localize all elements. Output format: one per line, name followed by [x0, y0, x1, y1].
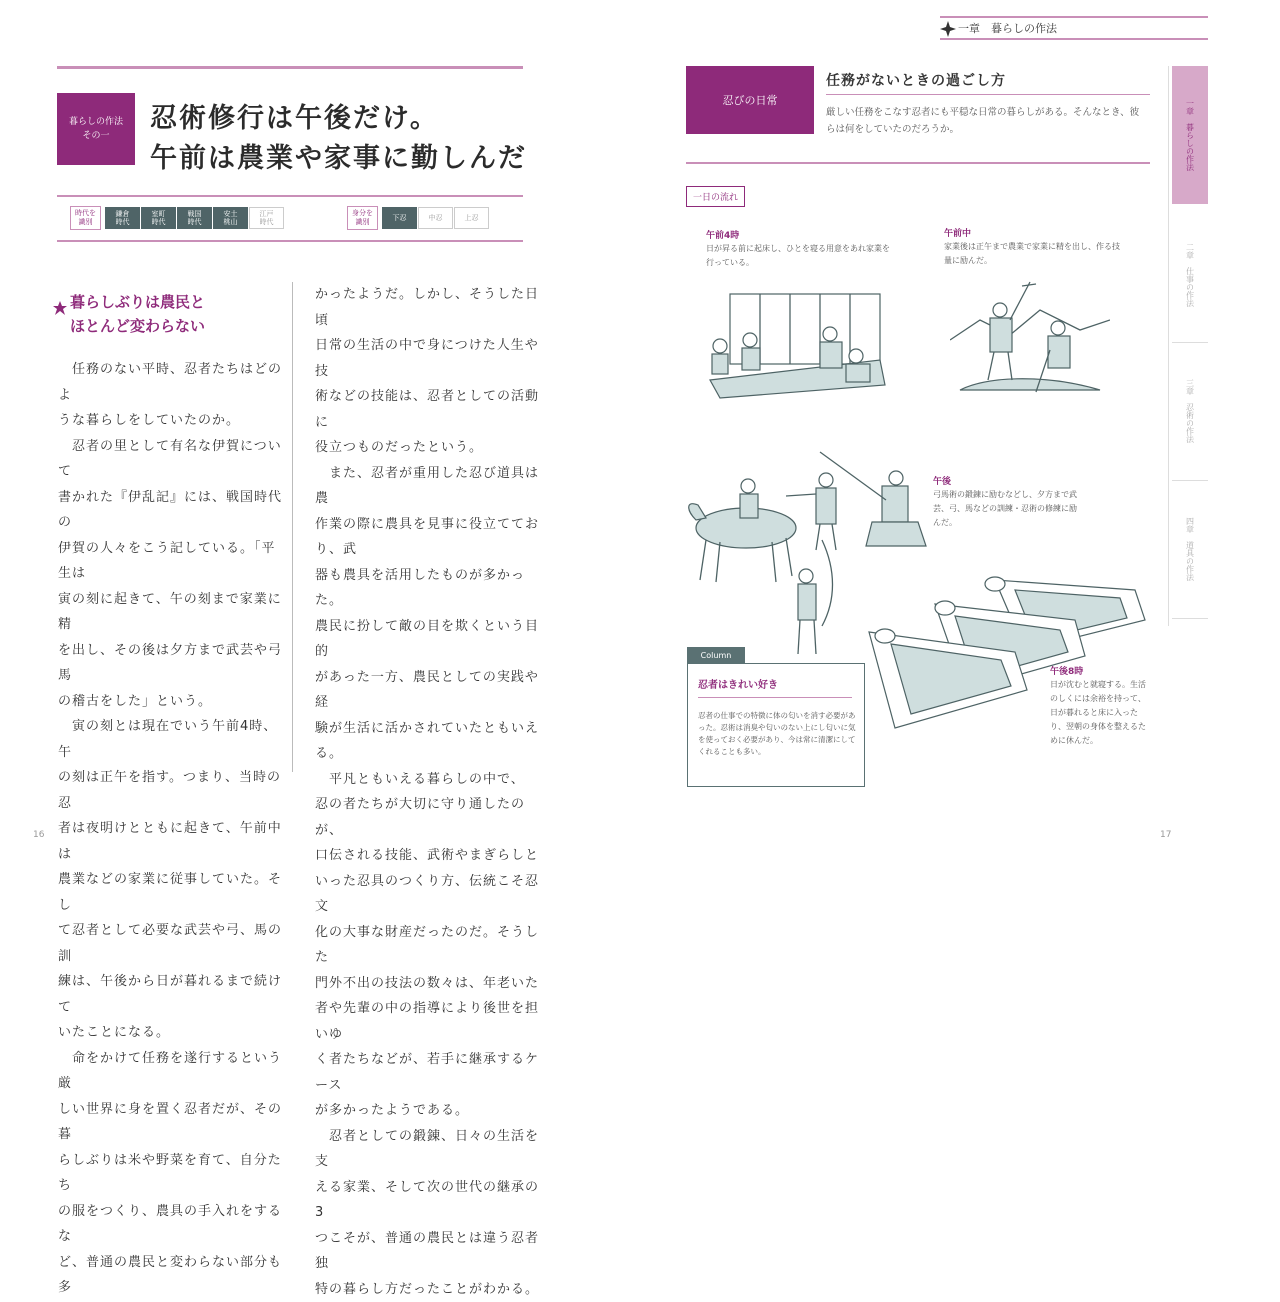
- caption-text: 弓馬術の鍛錬に励むなどし、夕方まで武芸、弓、馬などの訓練・忍術の修練に励んだ。: [933, 490, 1077, 527]
- page-number-left: 16: [33, 830, 45, 840]
- page-title-line1: 忍術修行は午後だけ。: [150, 103, 439, 134]
- section-bottom-rule: [686, 162, 1150, 164]
- rank-tag-label: 身分を 識別: [347, 206, 378, 230]
- era-tag: 鎌倉 時代: [105, 207, 140, 229]
- column-text: 忍者の仕事での特徴に体の匂いを消す必要があった。忍術は消臭や匂いのない上にし匂いに気を使っておく必要があり、今は常に清潔にしてくれることも多い。: [698, 711, 856, 756]
- section-box: 忍びの日常: [686, 66, 814, 134]
- rank-tag: 中忍: [418, 207, 453, 229]
- tab-divider: [1172, 618, 1208, 619]
- subheading-line2: ほとんど変わらない: [70, 317, 206, 335]
- sleeping-futon-illustration: [865, 560, 1150, 730]
- page-title-line2: 午前は農業や家事に勤しんだ: [150, 143, 527, 174]
- era-tags: [70, 206, 285, 230]
- tab-chapter-1[interactable]: 一章 暮らしの作法: [1172, 66, 1208, 204]
- era-tag-label: 時代を 識別: [70, 206, 101, 230]
- shuriken-icon: [940, 21, 956, 37]
- section-description: 厳しい任務をこなす忍者にも平穏な日常の暮らしがある。そんなとき、彼らは何をしていたのだろうか。: [826, 107, 1140, 135]
- era-tag: 戦国 時代: [177, 207, 212, 229]
- section-title: 任務がないときの過ごし方: [826, 73, 1006, 89]
- tab-chapter-2[interactable]: 二章 仕事の作法: [1185, 243, 1195, 307]
- body-column-2: かったようだ。しかし、そうした日頃 日常の生活の中で身につけた人生や技 術などの技能は、忍者としての活動に 役立つものだったという。 また、忍者が重用した忍び道具は農 作業の際に農具を見事に役立てており、武 器も農具を活用したものが多かった。 農民に扮して敵の目を欺くという目的 があった一方、農民としての実践や経 験が生活に活かされていたともいえる。 平凡ともいえる暮らしの中で、 忍の者たちが大切に守り通したのが、 口伝される技能、武術やまぎらしと いった忍具のつくり方、伝統こそ忍文 化の大事な財産だったのだ。そうした 門外不出の技法の数々は、年老いた 者や先輩の中の指導により後世を担いゆ く者たちなどが、若手に継承するケース が多かったようである。 忍者としての鍛錬、日々の生活を支 える家業、そして次の世代の継承の3 つこそが、普通の農民とは違う忍者独 特の暮らし方だったことがわかる。: [315, 287, 540, 1297]
- caption-text: 日が沈むと就寝する。生活のしくには余裕を持って、日が暮れると床に入ったり、翌朝の身体を整えるために休んだ。: [1050, 680, 1146, 745]
- column-box: [687, 663, 865, 787]
- tab-divider: [1172, 342, 1208, 343]
- farming-illustration: [950, 280, 1110, 400]
- subheading: [70, 290, 205, 338]
- chapter-top-rule: [940, 16, 1208, 18]
- chapter-header: 一章 暮らしの作法: [958, 22, 1057, 35]
- badge-line1: 暮らしの作法: [68, 117, 123, 127]
- tag-bottom-rule: [57, 240, 523, 242]
- caption-text: 日が昇る前に起床し、ひとを寝る用意をあれ家業を行っている。: [706, 244, 890, 267]
- star-icon: [52, 300, 68, 316]
- tab-chapter-3[interactable]: 三章 忍術の作法: [1185, 379, 1195, 443]
- chapter-bottom-rule: [940, 38, 1208, 40]
- top-rule: [57, 66, 523, 69]
- rank-tag: 下忍: [382, 207, 417, 229]
- era-tag: 室町 時代: [141, 207, 176, 229]
- era-tag: 江戸 時代: [249, 207, 284, 229]
- caption-heading: 午前4時: [706, 231, 740, 241]
- morning-house-illustration: [700, 290, 890, 400]
- tab-chapter-4[interactable]: 四章 道具の作法: [1185, 517, 1195, 581]
- rank-tags: [347, 206, 490, 230]
- day-flow-label: 一日の流れ: [686, 186, 745, 207]
- caption-heading: 午後: [933, 477, 952, 487]
- page-number-right: 17: [1160, 830, 1172, 840]
- column-divider: [292, 282, 293, 772]
- badge-line2: その一: [82, 131, 110, 141]
- caption-text: 家業後は正午まで農業で家業に精を出し、作る技量に励んだ。: [944, 242, 1120, 265]
- column-tag: Column: [687, 647, 745, 663]
- caption-heading: 午後8時: [1050, 667, 1084, 677]
- tab-rail: [1168, 66, 1169, 626]
- subheading-line1: 暮らしぶりは農民と: [70, 293, 206, 311]
- column-title: 忍者はきれい好き: [698, 676, 852, 698]
- title-bottom-rule: [57, 195, 523, 197]
- tab-divider: [1172, 480, 1208, 481]
- caption-heading: 午前中: [944, 229, 972, 239]
- rank-tag: 上忍: [454, 207, 489, 229]
- section-title-rule: [826, 94, 1150, 95]
- era-tag: 安土 桃山: [213, 207, 248, 229]
- section-badge: [57, 93, 135, 165]
- body-column-1: 任務のない平時、忍者たちはどのよ うな暮らしをしていたのか。 忍者の里として有名な伊賀について 書かれた『伊乱記』には、戦国時代の 伊賀の人々をこう記している。「平生は 寅の刻に起きて、午の刻まで家業に精 を出し、その後は夕方まで武芸や弓馬 の稽古をした」という。 寅の刻とは現在でいう午前4時、午 の刻は正午を指す。つまり、当時の忍 者は夜明けとともに起きて、午前中は 農業などの家業に従事していた。そし て忍者として必要な武芸や弓、馬の訓 練は、午後から日が暮れるまで続けて いたことになる。 命をかけて任務を遂行するという厳 しい世界に身を置く忍者だが、その暮 らしぶりは米や野菜を育て、自分たち の服をつくり、農具の手入れをするな ど、普通の農民と変わらない部分も多: [58, 362, 283, 1295]
